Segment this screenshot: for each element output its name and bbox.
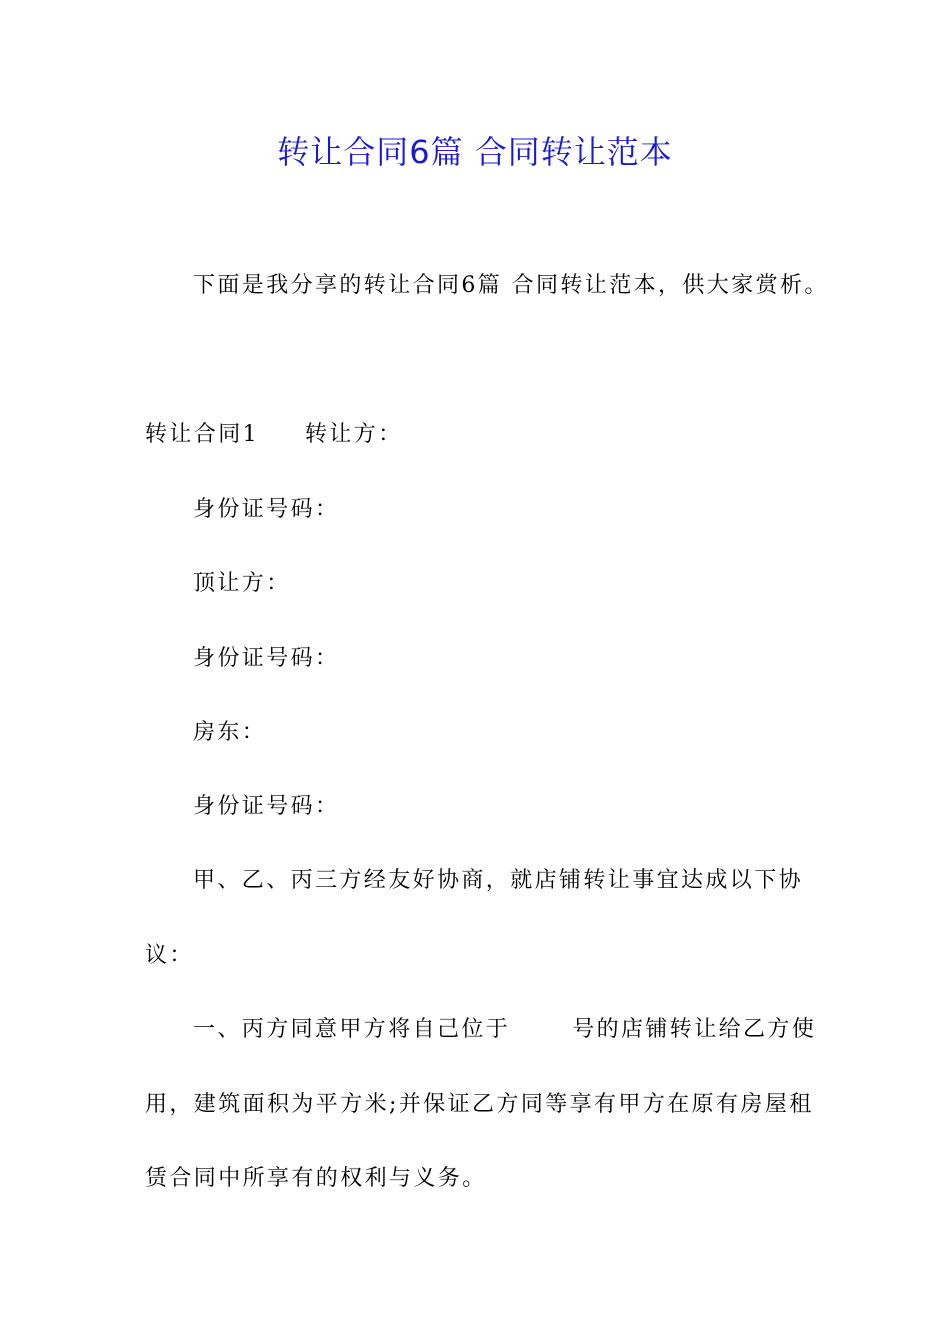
transferor-id-label: 身份证号码： xyxy=(193,497,340,522)
clause1-line-3: 赁合同中所享有的权利与义务。 xyxy=(145,1166,487,1191)
clause1-line-1 xyxy=(193,1015,817,1045)
intro-paragraph: 下面是我分享的转让合同6篇 合同转让范本，供大家赏析。 xyxy=(193,273,829,298)
section-heading: 转让合同1 xyxy=(145,422,259,447)
agreement-line-1: 甲、乙、丙三方经友好协商，就店铺转让事宜达成以下协 xyxy=(193,868,804,893)
transferee-id-label: 身份证号码： xyxy=(193,646,340,671)
document-title: 转让合同6篇 合同转让范本 xyxy=(277,133,673,171)
transferor-label: 转让方： xyxy=(305,422,403,447)
section-heading-line xyxy=(145,420,810,450)
landlord-label: 房东： xyxy=(193,720,267,745)
clause1-line-2: 用，建筑面积为平方米;并保证乙方同等享有甲方在原有房屋租 xyxy=(145,1092,814,1117)
transferee-label: 顶让方： xyxy=(193,571,291,596)
clause1-part-a: 一、丙方同意甲方将自己位于 xyxy=(193,1017,511,1042)
clause1-part-b: 号的店铺转让给乙方使 xyxy=(572,1017,817,1042)
landlord-id-label: 身份证号码： xyxy=(193,794,340,819)
agreement-line-2: 议： xyxy=(145,943,194,968)
